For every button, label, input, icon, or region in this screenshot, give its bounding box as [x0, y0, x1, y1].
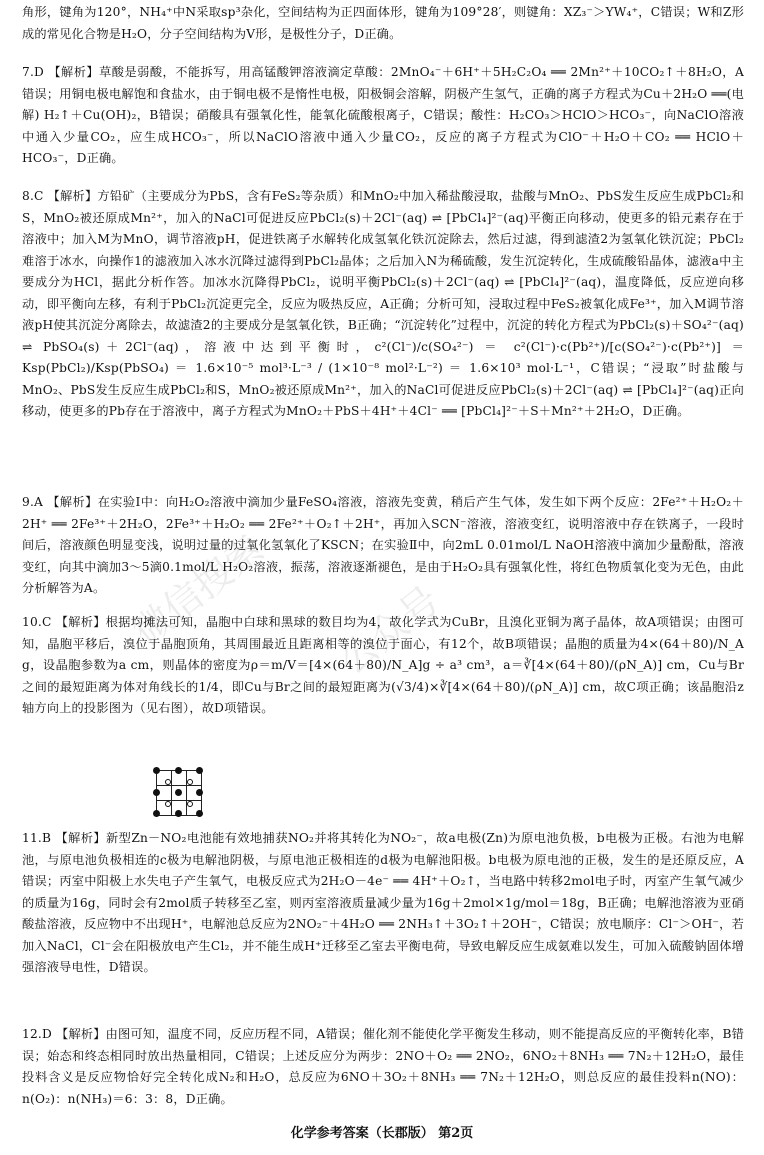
watermark: 公众号	[330, 577, 448, 683]
black-atom	[153, 789, 160, 796]
answer-block-6-tail: 角形，键角为120°，NH₄⁺中N采取sp³杂化，空间结构为正四面体形，键角为109°28′，则键角：XZ₃⁻＞YW₄⁺，C错误；W和Z形成的常见化合物是H₂O，分子空间结构为V形，是极性分子，D正确。	[22, 5, 744, 41]
answer-block-12: 12.D 【解析】由图可知，温度不同，反应历程不同，A错误；催化剂不能使化学平衡发生移动，则不能提高反应的平衡转化率，B错误；始态和终态相同时放出热量相同，C错误；上述反应分为两步：2NO＋O₂ ══ 2NO₂，6NO₂＋8NH₃ ══ 7N₂＋12H₂O，最佳投料含义是反应物恰好完全转化成N₂和H₂O，总反应为6NO＋3O₂＋8NH₃ ══ 7N₂＋12H₂O，则总反应的最佳投料n(NO)：n(O₂)：n(NH₃)＝6：3：8，D正确。	[22, 1027, 744, 1106]
black-atom	[153, 810, 160, 817]
answer-block-9: 9.A 【解析】在实验Ⅰ中：向H₂O₂溶液中滴加少量FeSO₄溶液，溶液先变黄，稍后产生气体，发生如下两个反应：2Fe²⁺＋H₂O₂＋2H⁺ ══ 2Fe³⁺＋2H₂O，2Fe³⁺＋H₂O₂ ══ 2Fe²⁺＋O₂↑＋2H⁺，再加入SCN⁻溶液，溶液变红，说明溶液中存在铁离子，一段时间后，溶液颜色明显变浅，说明过量的过氧化氢氧化了KSCN；在实验Ⅱ中，向2mL 0.01mol/L NaOH溶液中滴加少量酚酞，溶液变红，向其中滴加3～5滴0.1mol/L H₂O₂溶液，振荡，溶液逐渐褪色，是由于H₂O₂具有强氧化性，将红色物质氧化变为无色，由此分析解答为A。	[22, 495, 744, 595]
black-atom	[175, 810, 182, 817]
crystal-projection-figure	[156, 770, 202, 816]
white-atom	[187, 779, 193, 785]
white-atom	[165, 801, 171, 807]
watermark: 微信搜索	[124, 526, 272, 655]
page-footer: 化学参考答案（长郡版） 第2页	[290, 1126, 474, 1141]
white-atom	[165, 779, 171, 785]
black-atom	[196, 810, 203, 817]
answer-block-10: 10.C 【解析】根据均摊法可知，晶胞中白球和黑球的数目均为4，故化学式为CuBr，且溴化亚铜为离子晶体，故A项错误；由图可知，晶胞平移后，溴位于晶胞顶角，其周围最近且距离相等的溴位于面心，有12个，故B项错误；晶胞的质量为4×(64＋80)/N_A g，设晶胞参数为a cm，则晶体的密度为ρ＝m/V＝[4×(64＋80)/N_A]g ÷ a³ cm³，a＝∛[4×(64＋80)/(ρN_A)] cm，Cu与Br之间的最短距离为体对角线长的1/4，即Cu与Br之间的最短距离为(√3/4)×∛[4×(64＋80)/(ρN_A)] cm，故C项正确；该晶胞沿z轴方向上的投影图为（见右图），故D项错误。	[22, 615, 744, 715]
answer-block-7: 7.D 【解析】草酸是弱酸，不能拆写，用高锰酸钾溶液滴定草酸：2MnO₄⁻＋6H⁺＋5H₂C₂O₄ ══ 2Mn²⁺＋10CO₂↑＋8H₂O，A错误；用铜电极电解饱和食盐水，由于铜电极不是惰性电极，阳极铜会溶解，阴极产生氢气，正确的离子方程式为Cu＋2H₂O ══(电解) H₂↑＋Cu(OH)₂，B错误；硝酸具有强氧化性，能氧化硫酸根离子，C错误；酸性：H₂CO₃＞HClO＞HCO₃⁻，向NaClO溶液中通入少量CO₂，应生成HCO₃⁻，所以NaClO溶液中通入少量CO₂，反应的离子方程式为ClO⁻＋H₂O＋CO₂ ══ HClO＋HCO₃⁻，D正确。	[22, 65, 744, 165]
black-atom	[196, 789, 203, 796]
white-atom	[187, 801, 193, 807]
black-atom	[153, 767, 160, 774]
black-atom	[196, 767, 203, 774]
answer-block-8: 8.C 【解析】方铅矿（主要成分为PbS，含有FeS₂等杂质）和MnO₂中加入稀盐酸浸取，盐酸与MnO₂、PbS发生反应生成PbCl₂和S，MnO₂被还原成Mn²⁺，加入的NaCl可促进反应PbCl₂(s)＋2Cl⁻(aq) ⇌ [PbCl₄]²⁻(aq)平衡正向移动，使更多的铅元素存在于溶液中；加入M为MnO，调节溶液pH，促进铁离子水解转化成氢氧化铁沉淀除去，然后过滤，得到滤渣2为氢氧化铁沉淀；PbCl₂难溶于冰水，向操作1的滤液加入冰水沉降过滤得到PbCl₂晶体；之后加入N为稀硫酸，发生沉淀转化，生成硫酸铅晶体，滤液a中主要成分为HCl，据此分析作答。加冰水沉降得PbCl₂，说明平衡PbCl₂(s)＋2Cl⁻(aq) ⇌ [PbCl₄]²⁻(aq)，温度降低，反应逆向移动，即平衡向左移，有利于PbCl₂沉淀更完全，反应为吸热反应，A正确；分析可知，浸取过程中FeS₂被氧化成Fe³⁺，加入M调节溶液pH使其沉淀分离除去，故滤渣2的主要成分是氢氧化铁，B正确；“沉淀转化”过程中，沉淀的转化方程式为PbCl₂(s)＋SO₄²⁻(aq) ⇌ PbSO₄(s)＋2Cl⁻(aq)，溶液中达到平衡时，c²(Cl⁻)/c(SO₄²⁻) ＝ c²(Cl⁻)·c(Pb²⁺)/[c(SO₄²⁻)·c(Pb²⁺)] ＝ Ksp(PbCl₂)/Ksp(PbSO₄) ＝ 1.6×10⁻⁵ mol³·L⁻³ / (1×10⁻⁸ mol²·L⁻²) ＝ 1.6×10³ mol·L⁻¹，C错误；“浸取”时盐酸与MnO₂、PbS发生反应生成PbCl₂和S，MnO₂被还原成Mn²⁺，加入的NaCl可促进反应PbCl₂(s)＋2Cl⁻(aq) ⇌ [PbCl₄]²⁻(aq)正向移动，使更多的Pb存在于溶液中，离子方程式为MnO₂＋PbS＋4H⁺＋4Cl⁻ ══ [PbCl₄]²⁻＋S＋Mn²⁺＋2H₂O，D正确。	[22, 189, 744, 418]
answer-block-11: 11.B 【解析】新型Zn－NO₂电池能有效地捕获NO₂并将其转化为NO₂⁻，故a电极(Zn)为原电池负极，b电极为正极。右池为电解池，与原电池负极相连的c极为电解池阴极，与原电池正极相连的d极为电解池阳极。b电极为原电池的正极，发生的是还原反应，A错误；丙室中阳极上水失电子产生氧气，电极反应式为2H₂O－4e⁻ ══ 4H⁺＋O₂↑，当电路中转移2mol电子时，丙室产生氧气减少的质量为16g，同时会有2mol质子转移至乙室，则丙室溶液质量减少量为16g＋2mol×1g/mol＝18g，B正确；电解池溶液为亚硝酸盐溶液，反应物中不出现H⁺，电解池总反应为2NO₂⁻＋4H₂O ══ 2NH₃↑＋3O₂↑＋2OH⁻，C错误；放电顺序：Cl⁻＞OH⁻，若加入NaCl，Cl⁻会在阳极放电产生Cl₂，并不能生成H⁺迁移至乙室去平衡电荷，导致电解反应生成氨难以发生，可加入硫酸钠固体增强溶液导电性，D错误。	[22, 831, 744, 974]
black-atom	[175, 789, 182, 796]
black-atom	[175, 767, 182, 774]
